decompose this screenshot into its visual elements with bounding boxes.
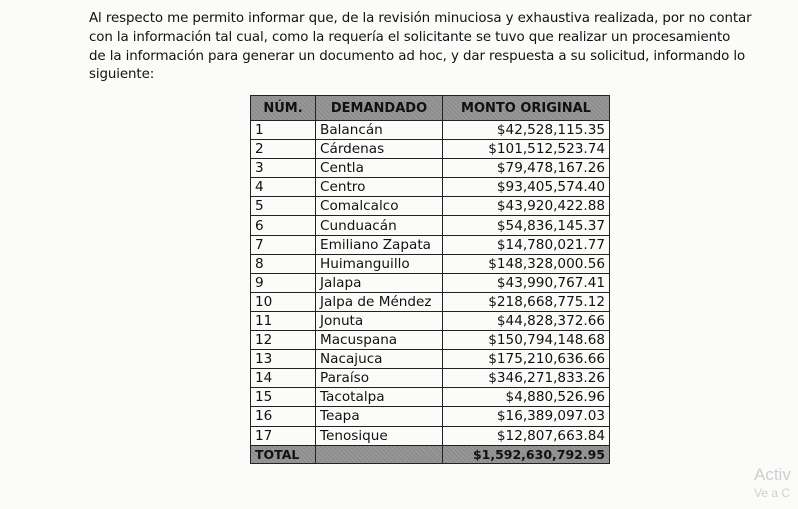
table-row <box>251 140 610 159</box>
table-row <box>251 235 610 254</box>
row-monto: $42,528,115.35 <box>443 121 610 140</box>
row-monto: $175,210,636.66 <box>443 350 610 369</box>
header-demandado: DEMANDADO <box>316 96 443 121</box>
row-number: 10 <box>251 292 316 311</box>
row-demandado: Jalpa de Méndez <box>316 292 443 311</box>
row-monto: $79,478,167.26 <box>443 159 610 178</box>
row-demandado: Comalcalco <box>316 197 443 216</box>
table-row <box>251 178 610 197</box>
table-row <box>251 216 610 235</box>
row-demandado: Balancán <box>316 121 443 140</box>
table-row <box>251 197 610 216</box>
row-number: 17 <box>251 426 316 445</box>
table-body <box>251 121 610 464</box>
row-demandado: Centla <box>316 159 443 178</box>
row-number: 12 <box>251 331 316 350</box>
row-number: 14 <box>251 369 316 388</box>
row-monto: $346,271,833.26 <box>443 369 610 388</box>
row-monto: $101,512,523.74 <box>443 140 610 159</box>
row-number: 2 <box>251 140 316 159</box>
row-demandado: Jalapa <box>316 273 443 292</box>
row-monto: $54,836,145.37 <box>443 216 610 235</box>
row-number: 5 <box>251 197 316 216</box>
row-number: 16 <box>251 407 316 426</box>
row-monto: $43,990,767.41 <box>443 273 610 292</box>
row-monto: $12,807,663.84 <box>443 426 610 445</box>
watermark-line: Ve a C <box>754 486 791 500</box>
row-demandado: Huimanguillo <box>316 254 443 273</box>
total-amount: $1,592,630,792.95 <box>443 445 610 463</box>
row-number: 8 <box>251 254 316 273</box>
total-label: TOTAL <box>251 445 316 463</box>
paragraph-line: Al respecto me permito informar que, de la revisión minuciosa y exhaustiva realizada, por no contar <box>89 11 752 26</box>
paragraph-line: siguiente: <box>89 67 155 83</box>
row-demandado: Jonuta <box>316 311 443 330</box>
table-row <box>251 273 610 292</box>
table-row <box>251 407 610 426</box>
row-number: 13 <box>251 350 316 369</box>
table-row <box>251 292 610 311</box>
table-row <box>251 426 610 445</box>
row-monto: $4,880,526.96 <box>443 388 610 407</box>
table-row <box>251 254 610 273</box>
row-number: 7 <box>251 235 316 254</box>
row-monto: $150,794,148.68 <box>443 331 610 350</box>
row-number: 1 <box>251 121 316 140</box>
row-demandado: Teapa <box>316 407 443 426</box>
activation-watermark <box>754 465 791 501</box>
row-demandado: Centro <box>316 178 443 197</box>
row-demandado: Nacajuca <box>316 350 443 369</box>
table-row <box>251 121 610 140</box>
row-monto: $148,328,000.56 <box>443 254 610 273</box>
amounts-table <box>250 95 610 464</box>
row-demandado: Tacotalpa <box>316 388 443 407</box>
header-num: NÚM. <box>251 96 316 121</box>
row-demandado: Tenosique <box>316 426 443 445</box>
row-demandado: Emiliano Zapata <box>316 235 443 254</box>
row-monto: $44,828,372.66 <box>443 311 610 330</box>
table-row <box>251 159 610 178</box>
row-number: 15 <box>251 388 316 407</box>
total-row <box>251 445 610 463</box>
row-monto: $16,389,097.03 <box>443 407 610 426</box>
row-number: 6 <box>251 216 316 235</box>
table-row <box>251 369 610 388</box>
table-row <box>251 350 610 369</box>
row-demandado: Macuspana <box>316 331 443 350</box>
header-monto-original: MONTO ORIGINAL <box>443 96 610 121</box>
paragraph-line: con la información tal cual, como la requería el solicitante se tuvo que realizar un procesamiento <box>89 29 731 45</box>
table-row <box>251 331 610 350</box>
watermark-line: Activ <box>754 465 791 484</box>
row-number: 11 <box>251 311 316 330</box>
table-header-row <box>251 96 610 121</box>
table-row <box>251 388 610 407</box>
row-number: 4 <box>251 178 316 197</box>
total-spacer <box>316 445 443 463</box>
row-number: 3 <box>251 159 316 178</box>
row-monto: $93,405,574.40 <box>443 178 610 197</box>
row-number: 9 <box>251 273 316 292</box>
row-demandado: Cunduacán <box>316 216 443 235</box>
row-monto: $14,780,021.77 <box>443 235 610 254</box>
row-demandado: Cárdenas <box>316 140 443 159</box>
row-demandado: Paraíso <box>316 369 443 388</box>
paragraph-line: de la información para generar un documento ad hoc, y dar respuesta a su solicitud, informando lo <box>89 48 746 64</box>
table-row <box>251 311 610 330</box>
intro-paragraph <box>89 10 789 85</box>
row-monto: $43,920,422.88 <box>443 197 610 216</box>
row-monto: $218,668,775.12 <box>443 292 610 311</box>
